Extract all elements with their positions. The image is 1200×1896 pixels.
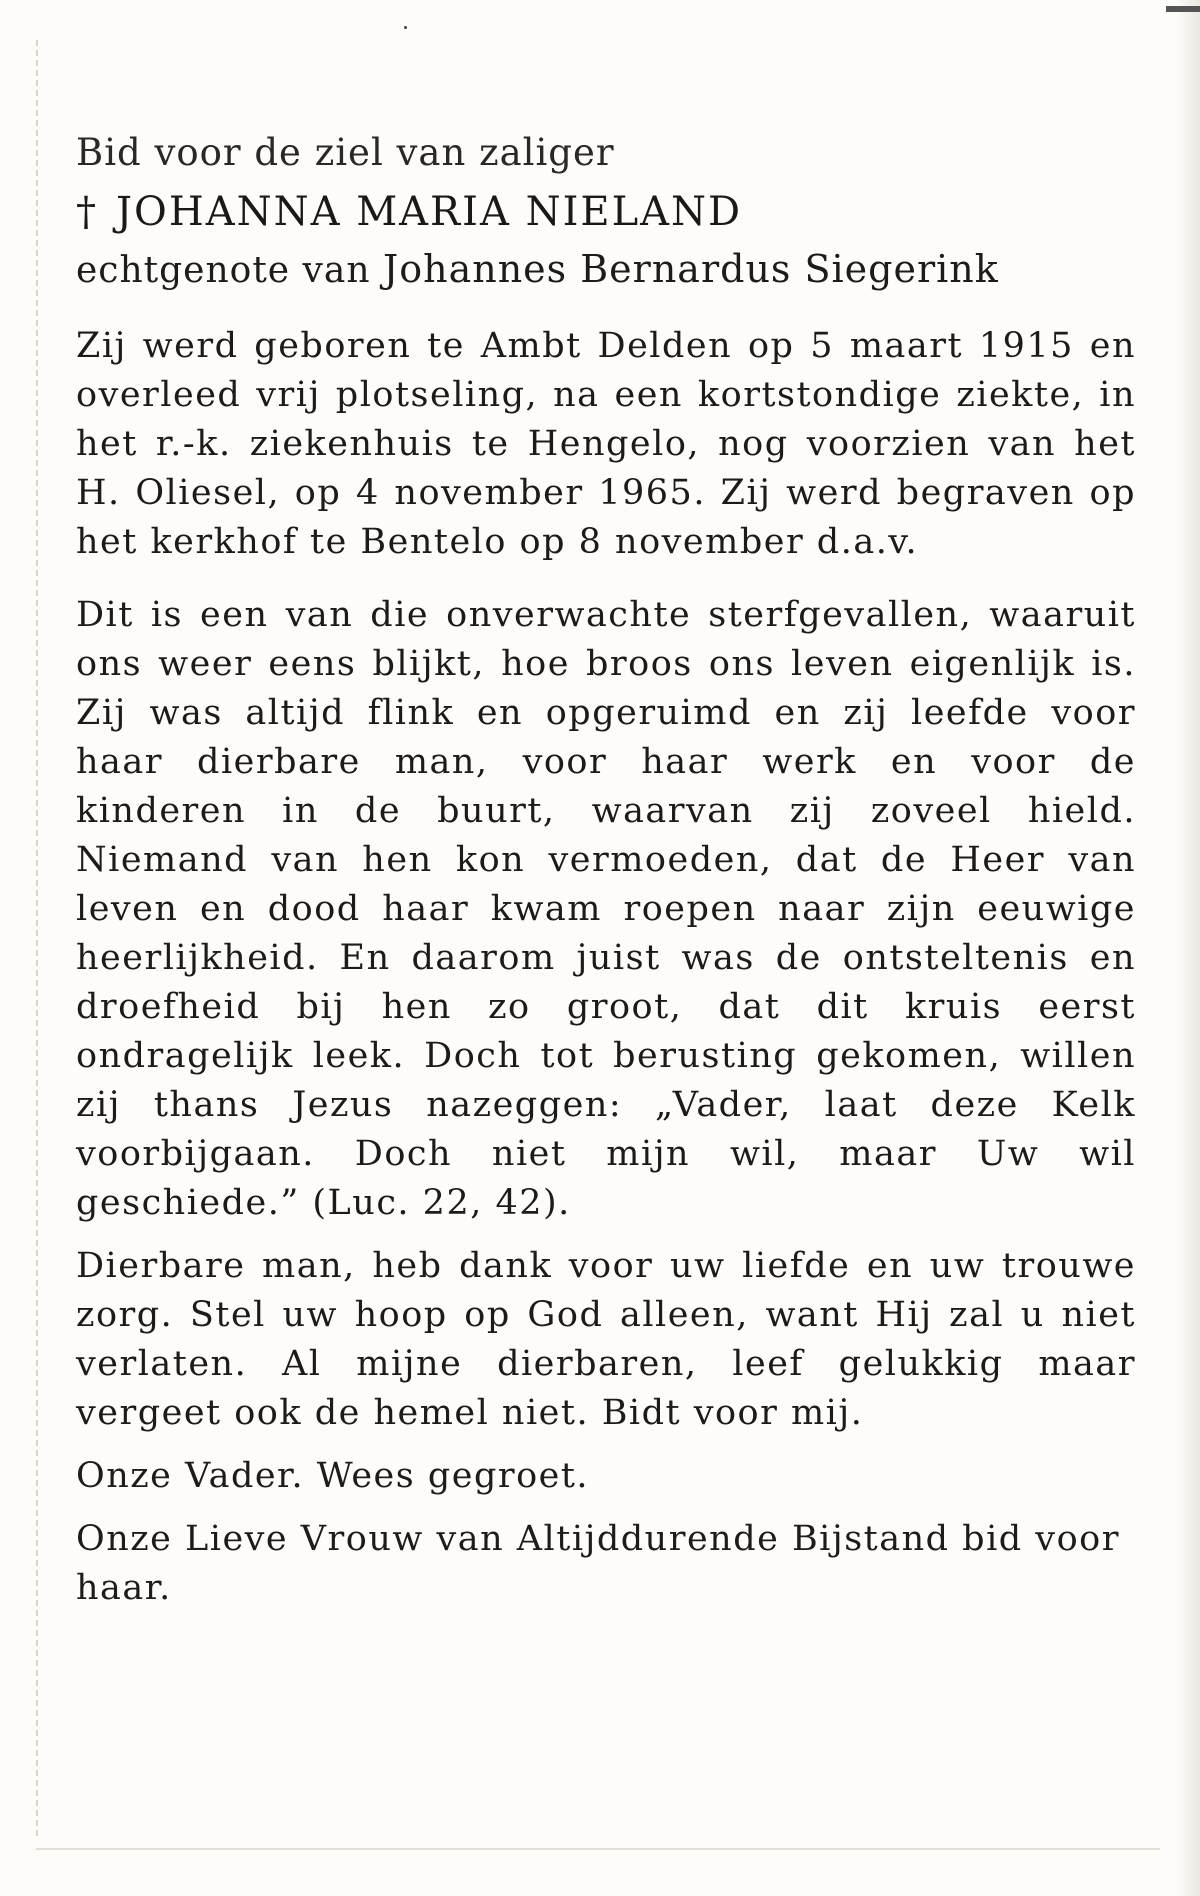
spouse-line: [76, 242, 1136, 298]
intro-line: Bid voor de ziel van zaliger: [76, 131, 615, 174]
farewell-paragraph: Dierbare man, heb dank voor uw liefde en uw trouwe zorg. Stel uw hoop op God alleen, want Hij zal u niet verlaten. Al mijne dierbaren, leef gelukkig maar vergeet ook de hemel niet. Bidt voor mij.: [76, 1246, 1136, 1433]
card-right-edge: [1176, 0, 1200, 1896]
biography-paragraph: Zij werd geboren te Ambt Delden op 5 maart 1915 en overleed vrij plotseling, na een kortstondige ziekte, in het r.-k. ziekenhuis te Hengelo, nog voorzien van het H. Oliesel, op 4 november 1965. Zij werd begraven op het kerkhof te Bentelo op 8 november d.a.v.: [76, 326, 1136, 562]
spouse-name: Johannes Bernardus Siegerink: [382, 247, 999, 291]
reflection-paragraph: Dit is een van die onverwachte sterfgevallen, waaruit ons weer eens blijkt, hoe broos ons leven eigenlijk is. Zij was altijd flink en opgeruimd en zij leefde voor haar dierbare man, voor haar werk en voor de kinderen in de buurt, waarvan zij zoveel hield. Niemand van hen kon vermoeden, dat de Heer van leven en dood haar kwam roepen naar zijn eeuwige heerlijkheid. En daarom juist was de ontsteltenis en droefheid bij hen zo groot, dat dit kruis eerst ondragelijk leek. Doch tot berusting gekomen, willen zij thans Jezus nazeggen: „Vader, laat deze Kelk voorbijgaan. Doch niet mijn wil, maar Uw wil geschiede.” (Luc. 22, 42).: [76, 595, 1136, 1223]
corner-mark: [1166, 6, 1200, 12]
spouse-prefix: echtgenote van: [76, 250, 371, 291]
cross-icon: †: [76, 189, 98, 235]
deceased-name: JOHANNA MARIA NIELAND: [116, 189, 743, 235]
card-left-edge: [36, 40, 38, 1836]
deceased-name-line: [76, 184, 1136, 240]
card-text: [76, 128, 1136, 1613]
prayer-line: Onze Vader. Wees gegroet.: [76, 1456, 590, 1496]
closing-invocation: Onze Lieve Vrouw van Altijddurende Bijstand bid voor haar.: [76, 1519, 1120, 1608]
card-bottom-edge: [36, 1848, 1160, 1850]
print-speck: [404, 26, 407, 29]
